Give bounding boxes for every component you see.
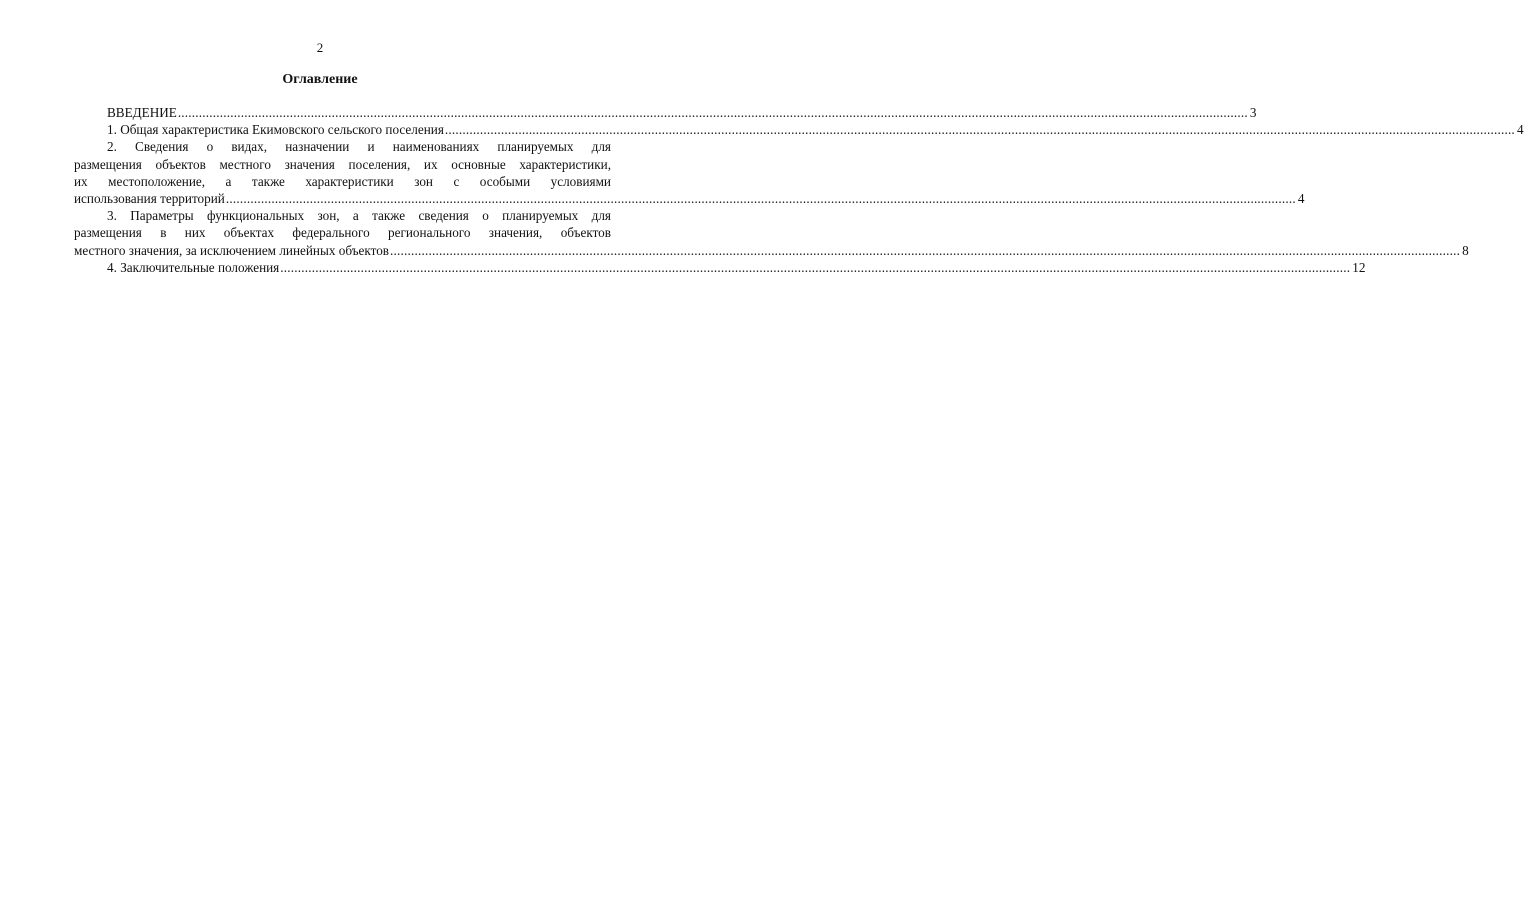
dot-leader: .................................................................................................................................................................................................................................................................................................................. bbox=[225, 191, 1296, 207]
toc-entry-title: 1. Общая характеристика Екимовского сельского поселения bbox=[107, 122, 444, 138]
page-number: 2 bbox=[316, 40, 324, 55]
toc-entry-title: местного значения, за исключением линейных объектов bbox=[74, 242, 390, 258]
toc-entry-line: размещения в них объектах федерального регионального значения, объектов bbox=[74, 225, 611, 241]
toc-entry-line: 2. Сведения о видах, назначении и наименованиях планируемых для bbox=[107, 139, 611, 155]
toc-entry-title: использования территорий bbox=[74, 191, 225, 207]
toc-entry-page: 12 bbox=[1352, 259, 1366, 275]
toc-entry-line bbox=[74, 104, 1257, 121]
toc-title: Оглавление bbox=[282, 72, 358, 87]
toc-entry-title: 4. Заключительные положения bbox=[107, 259, 280, 275]
toc-entry-section-3[interactable] bbox=[74, 207, 1469, 259]
toc-entry-page: 4 bbox=[1516, 122, 1524, 138]
dot-leader: .................................................................................................................................................................................................................................................................................................................. bbox=[280, 259, 1351, 275]
dot-leader: .................................................................................................................................................................................................................................................................................................................. bbox=[177, 105, 1248, 120]
toc-entry-introduction[interactable] bbox=[74, 104, 1257, 121]
toc-entry-line bbox=[74, 190, 1305, 207]
dot-leader: .................................................................................................................................................................................................................................................................................................................. bbox=[390, 242, 1461, 258]
toc-entry-line: их местоположение, а также характеристики зон с особыми условиями bbox=[74, 173, 611, 189]
toc-entry-section-1[interactable] bbox=[74, 121, 1524, 138]
dot-leader: .................................................................................................................................................................................................................................................................................................................. bbox=[444, 122, 1515, 138]
toc-entry-section-2[interactable] bbox=[74, 138, 1305, 207]
toc-entry-page: 3 bbox=[1249, 105, 1257, 120]
toc-entry-title: ВВЕДЕНИЕ bbox=[107, 105, 177, 120]
toc-entry-line: 3. Параметры функциональных зон, а также сведения о планируемых для bbox=[107, 208, 611, 224]
toc-entry-line bbox=[74, 259, 1366, 276]
toc-entry-page: 4 bbox=[1297, 191, 1305, 207]
toc-entry-page: 8 bbox=[1462, 242, 1469, 258]
toc-entry-section-4[interactable] bbox=[74, 259, 1366, 276]
toc-entry-line: размещения объектов местного значения поселения, их основные характеристики, bbox=[74, 156, 611, 172]
table-of-contents bbox=[74, 104, 1524, 276]
toc-entry-line bbox=[74, 121, 1524, 138]
toc-entry-line bbox=[74, 242, 1469, 259]
